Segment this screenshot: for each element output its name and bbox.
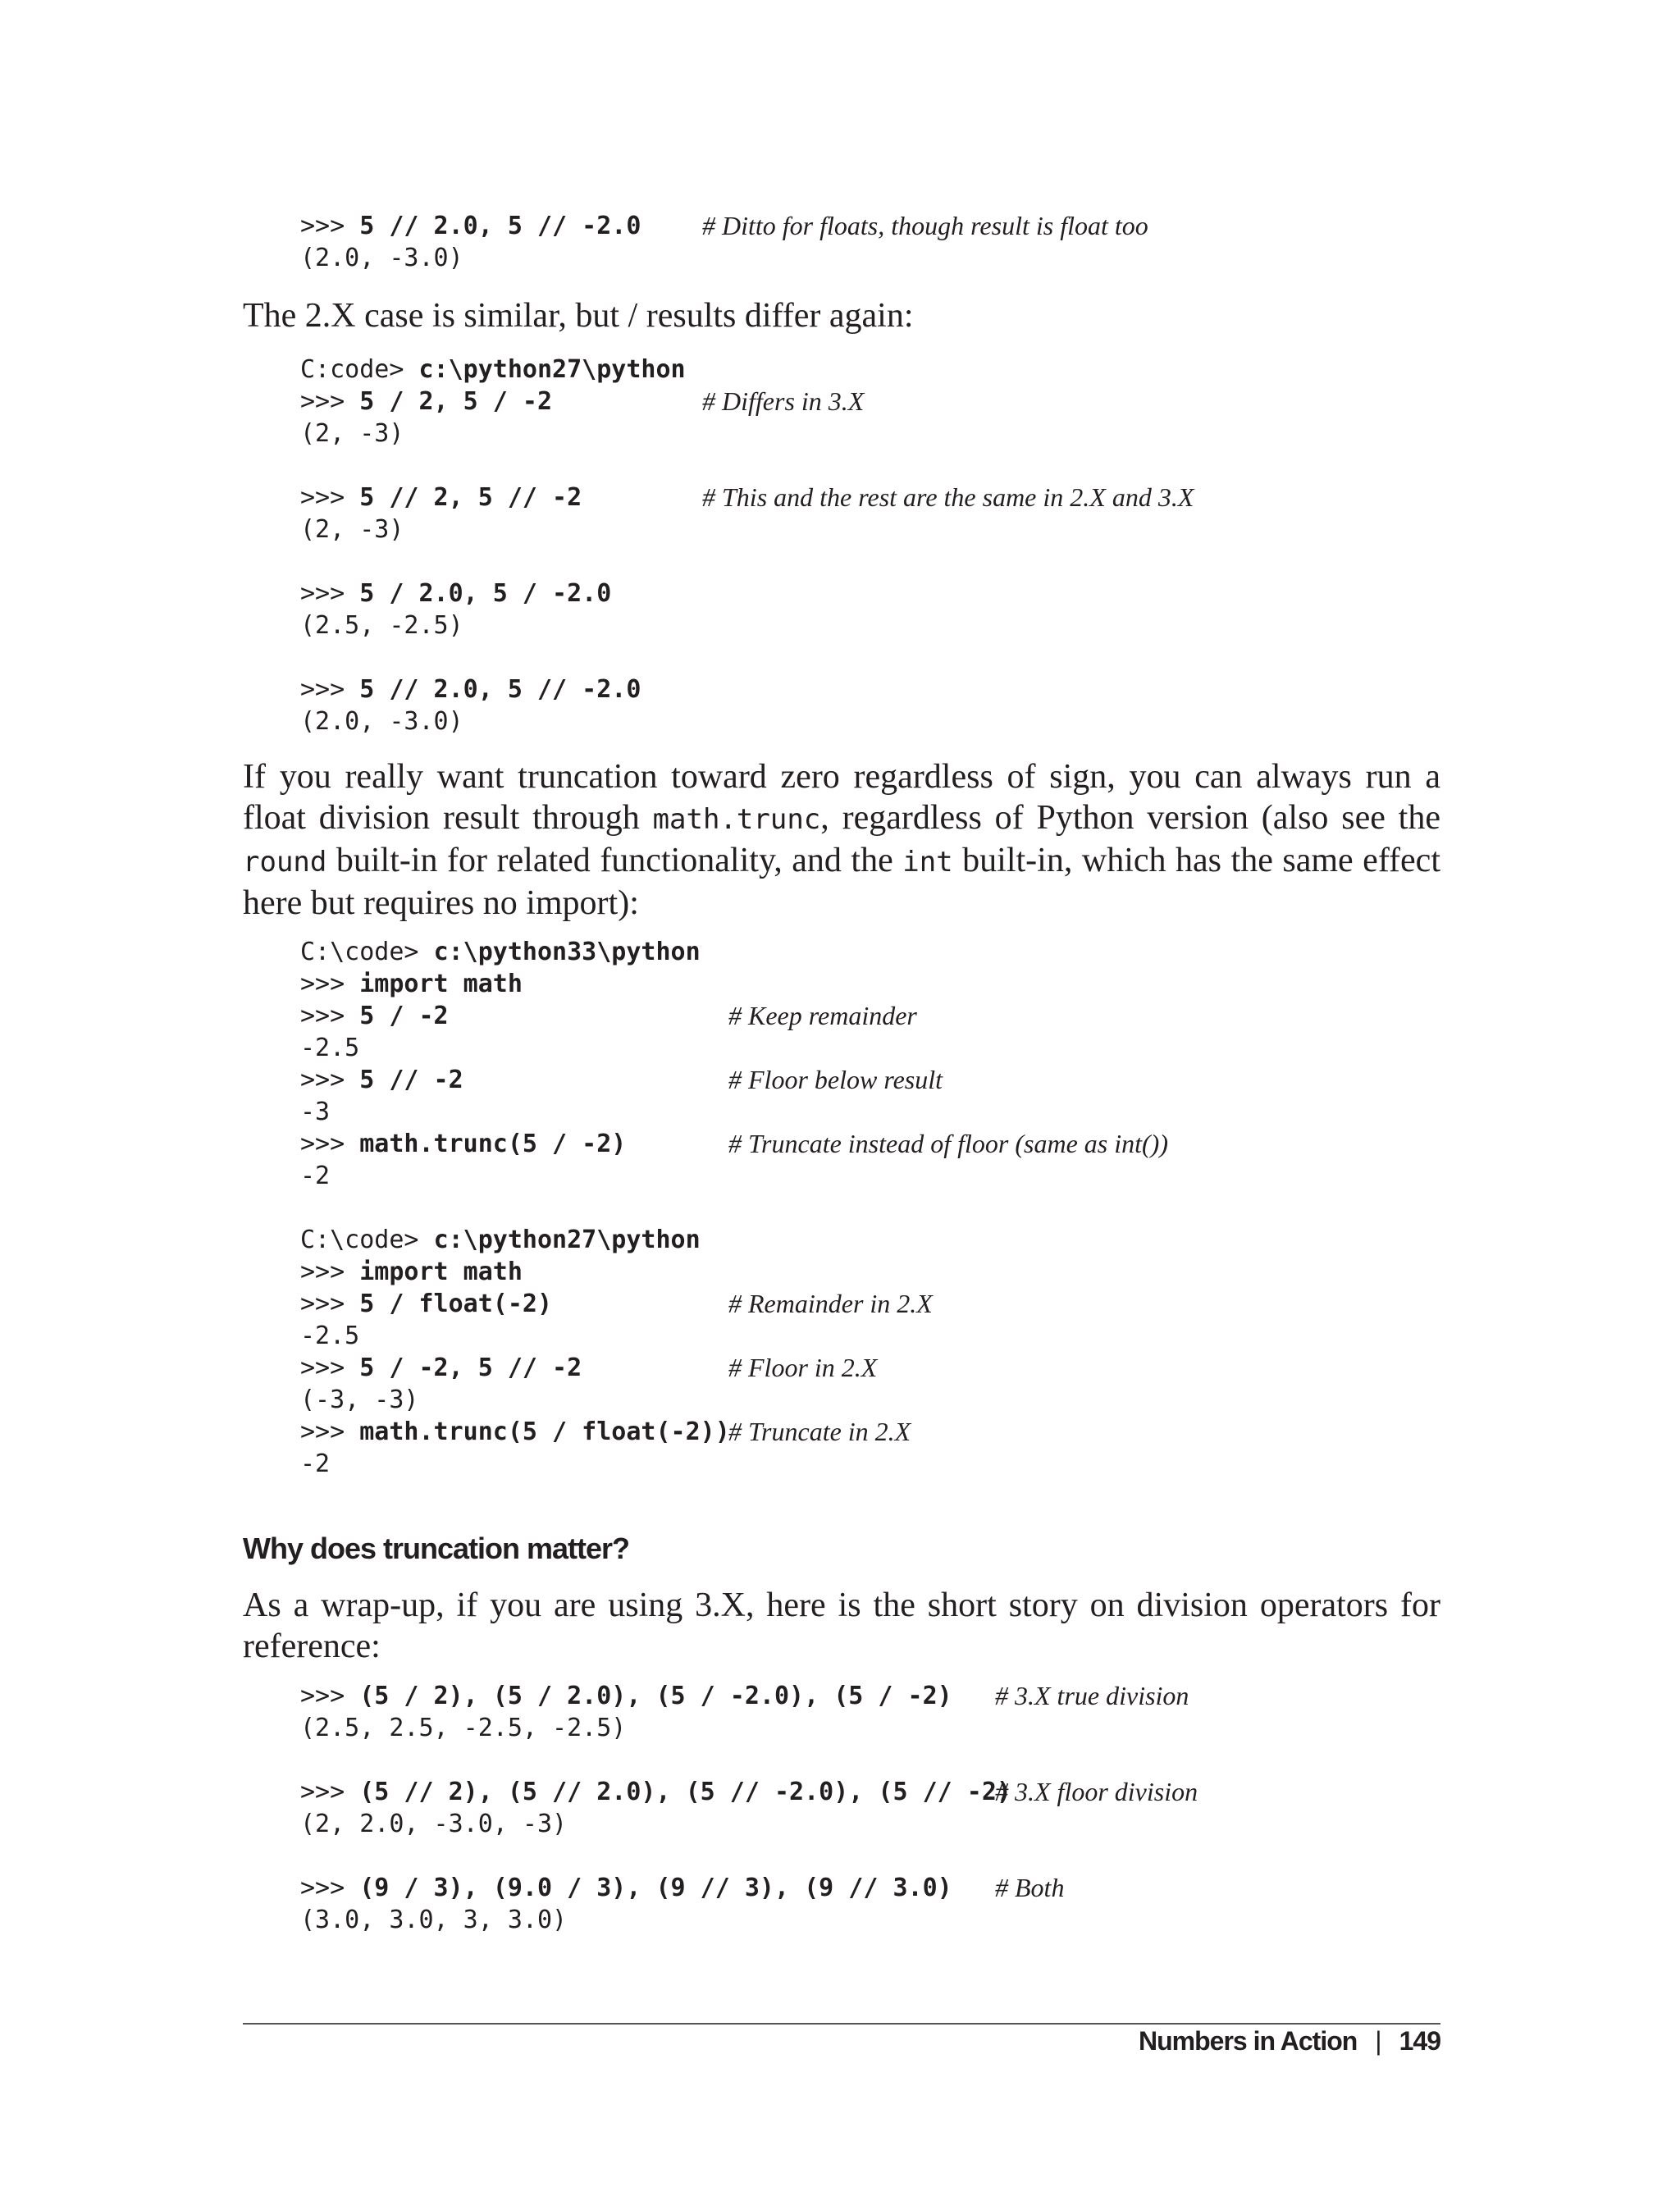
code-prompt: >>>	[300, 579, 360, 608]
code-command: (5 / 2), (5 / 2.0), (5 / -2.0), (5 / -2)	[359, 1682, 952, 1710]
code-output: (2.5, -2.5)	[300, 611, 463, 640]
code-comment: # Floor in 2.X	[728, 1353, 878, 1382]
code-input-line	[300, 1256, 1449, 1288]
code-output: (3.0, 3.0, 3, 3.0)	[300, 1906, 568, 1934]
section-heading	[243, 1531, 1440, 1567]
code-prompt: >>>	[300, 1418, 360, 1446]
code-output-line	[300, 1320, 1449, 1352]
code-input-line	[300, 386, 1449, 418]
code-block-ditto-floats	[300, 210, 1449, 274]
code-output: (2.5, 2.5, -2.5, -2.5)	[300, 1714, 627, 1742]
code-prompt: >>>	[300, 1002, 360, 1030]
code-input-line	[300, 936, 1449, 968]
code-prompt: >>>	[300, 212, 360, 240]
code-output-line	[300, 705, 1449, 737]
code-prompt: >>>	[300, 1354, 360, 1382]
code-output-line	[300, 1448, 1449, 1480]
code-command: (5 // 2), (5 // 2.0), (5 // -2.0), (5 // -2)	[359, 1778, 1011, 1806]
code-output-line	[300, 242, 1449, 274]
code-output-line	[300, 1808, 1449, 1840]
code-command: c:\python27\python	[418, 355, 686, 384]
code-input-line	[300, 354, 1449, 386]
code-input-line	[300, 1352, 1449, 1384]
inline-code-int: int	[902, 846, 953, 879]
paragraph-truncation: If you really want truncation toward zero regardless of sign, you can always run a float division result through math.trunc, regardless of Python version (also see the round built-in for related functionality, and the int built-in, which has the same effect here but requires no import):	[243, 758, 1440, 922]
code-input-line	[300, 673, 1449, 705]
code-blank-line	[300, 1744, 1449, 1776]
code-output: -3	[300, 1098, 331, 1126]
code-comment: # Differs in 3.X	[702, 386, 865, 416]
code-output: (2, 2.0, -3.0, -3)	[300, 1810, 568, 1838]
code-prompt: >>>	[300, 483, 360, 512]
code-blank-line	[300, 641, 1449, 673]
paragraph-wrap-up	[243, 1585, 1440, 1667]
code-input-line	[300, 482, 1449, 514]
code-prompt: C:\code>	[300, 938, 434, 966]
code-output: -2	[300, 1162, 331, 1190]
code-comment: # 3.X floor division	[995, 1777, 1198, 1806]
page-number: 149	[1399, 2026, 1440, 2056]
paragraph-2x-case	[243, 295, 1440, 336]
code-prompt: >>>	[300, 1258, 360, 1286]
code-block-division-summary	[300, 1680, 1449, 1936]
code-output: (2, -3)	[300, 515, 404, 544]
code-output-line	[300, 1712, 1449, 1744]
code-output-line	[300, 1032, 1449, 1064]
code-command: c:\python27\python	[433, 1226, 701, 1254]
code-comment: # Remainder in 2.X	[728, 1289, 933, 1318]
code-comment: # Ditto for floats, though result is float too	[702, 211, 1148, 240]
code-blank-line	[300, 1192, 1449, 1224]
code-output: (-3, -3)	[300, 1386, 419, 1414]
code-command: math.trunc(5 / -2)	[359, 1130, 627, 1158]
code-blank-line	[300, 1840, 1449, 1872]
code-command: math.trunc(5 / float(-2))	[359, 1418, 730, 1446]
code-output-line	[300, 1384, 1449, 1416]
code-output: -2	[300, 1449, 331, 1478]
code-output: (2.0, -3.0)	[300, 244, 463, 272]
code-input-line	[300, 210, 1449, 242]
code-prompt: >>>	[300, 387, 360, 416]
code-block-python27-division	[300, 354, 1449, 737]
code-prompt: >>>	[300, 1874, 360, 1902]
code-command: import math	[359, 1258, 523, 1286]
code-prompt: >>>	[300, 1682, 360, 1710]
code-command: c:\python33\python	[433, 938, 701, 966]
code-output-line	[300, 1096, 1449, 1128]
code-blank-line	[300, 546, 1449, 578]
inline-code-round: round	[243, 846, 327, 879]
code-command: 5 // -2	[359, 1066, 463, 1094]
code-input-line	[300, 1288, 1449, 1320]
code-input-line	[300, 1776, 1449, 1808]
code-input-line	[300, 1872, 1449, 1904]
footer-separator: |	[1375, 2026, 1381, 2056]
code-input-line	[300, 968, 1449, 1000]
code-blank-line	[300, 450, 1449, 482]
code-prompt: >>>	[300, 1778, 360, 1806]
code-command: 5 / 2.0, 5 / -2.0	[359, 579, 612, 608]
code-input-line	[300, 1224, 1449, 1256]
code-prompt: >>>	[300, 675, 360, 704]
footer-section-title: Numbers in Action	[1139, 2026, 1358, 2056]
code-comment: # 3.X true division	[995, 1681, 1189, 1710]
code-output: (2, -3)	[300, 419, 404, 448]
code-output: -2.5	[300, 1322, 360, 1350]
code-block-math-trunc	[300, 936, 1449, 1480]
code-input-line	[300, 1000, 1449, 1032]
code-output-line	[300, 514, 1449, 546]
code-input-line	[300, 1416, 1449, 1448]
paragraph-wrap-up-text: As a wrap-up, if you are using 3.X, here is the short story on division operators for reference:	[243, 1586, 1440, 1665]
code-output: (2.0, -3.0)	[300, 707, 463, 736]
code-command: 5 // 2.0, 5 // -2.0	[359, 675, 641, 704]
section-heading-text: Why does truncation matter?	[243, 1532, 630, 1565]
code-input-line	[300, 578, 1449, 609]
code-output-line	[300, 1904, 1449, 1936]
inline-code-math-trunc: math.trunc	[652, 803, 821, 836]
code-input-line	[300, 1128, 1449, 1160]
code-comment: # Truncate instead of floor (same as int())	[728, 1129, 1168, 1158]
code-prompt: >>>	[300, 1066, 360, 1094]
code-command: 5 // 2, 5 // -2	[359, 483, 582, 512]
code-command: import math	[359, 970, 523, 998]
code-prompt: C:code>	[300, 355, 419, 384]
code-prompt: C:\code>	[300, 1226, 434, 1254]
code-input-line	[300, 1064, 1449, 1096]
code-prompt: >>>	[300, 1130, 360, 1158]
code-comment: # Floor below result	[728, 1065, 943, 1094]
code-comment: # This and the rest are the same in 2.X and 3.X	[702, 482, 1194, 512]
code-command: (9 / 3), (9.0 / 3), (9 // 3), (9 // 3.0)	[359, 1874, 952, 1902]
code-comment: # Truncate in 2.X	[728, 1417, 911, 1446]
code-output: -2.5	[300, 1034, 360, 1062]
code-command: 5 / 2, 5 / -2	[359, 387, 553, 416]
code-prompt: >>>	[300, 970, 360, 998]
code-command: 5 // 2.0, 5 // -2.0	[359, 212, 641, 240]
code-prompt: >>>	[300, 1290, 360, 1318]
code-output-line	[300, 609, 1449, 641]
paragraph-2x-case-text: The 2.X case is similar, but / results differ again:	[243, 297, 914, 335]
code-command: 5 / -2	[359, 1002, 449, 1030]
code-input-line	[300, 1680, 1449, 1712]
code-output-line	[300, 1160, 1449, 1192]
code-command: 5 / -2, 5 // -2	[359, 1354, 582, 1382]
page-footer	[1139, 2025, 1440, 2057]
code-comment: # Both	[995, 1873, 1065, 1902]
code-command: 5 / float(-2)	[359, 1290, 553, 1318]
code-comment: # Keep remainder	[728, 1001, 917, 1030]
code-output-line	[300, 418, 1449, 450]
